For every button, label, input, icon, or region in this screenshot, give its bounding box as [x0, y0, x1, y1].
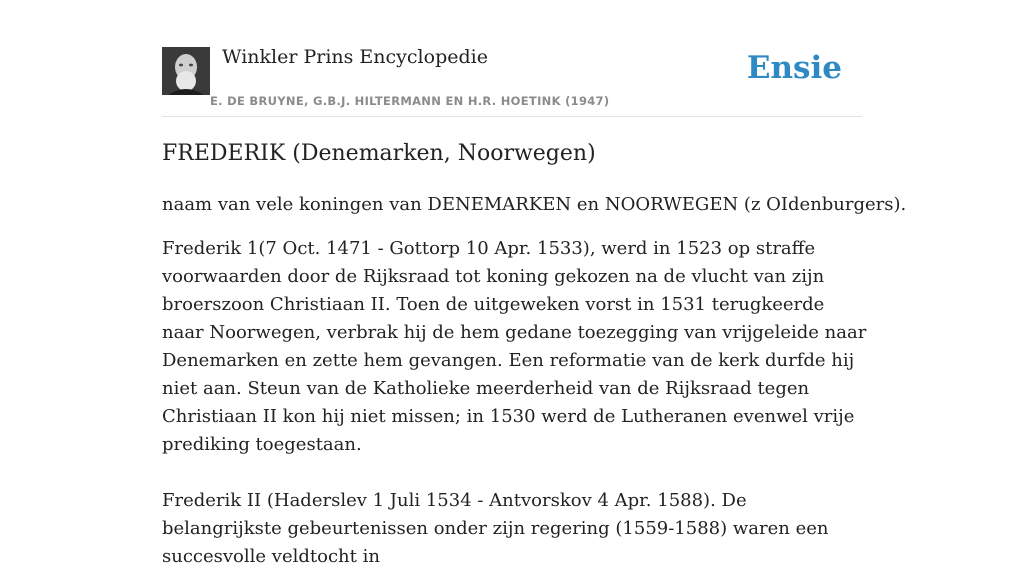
avatar: [162, 47, 210, 95]
article-intro: naam van vele koningen van DENEMARKEN en NOORWEGEN (z OIdenburgers).: [162, 194, 907, 215]
header: [162, 44, 862, 117]
author-portrait-icon: [162, 47, 210, 95]
article: [162, 138, 907, 585]
brand-logo-link[interactable]: Ensie: [746, 50, 842, 86]
site-title[interactable]: Winkler Prins Encyclopedie: [222, 46, 488, 68]
authors-line: E. DE BRUYNE, G.B.J. HILTERMANN EN H.R. HOETINK (1947): [210, 94, 610, 108]
article-paragraph: Frederik II (Haderslev 1 Juli 1534 - Antvorskov 4 Apr. 1588). De belangrijkste gebeurtenissen onder zijn regering (1559-1588) waren een succesvolle veldtocht in: [162, 490, 829, 567]
article-title: FREDERIK (Denemarken, Noorwegen): [162, 141, 596, 166]
article-paragraph: Frederik 1(7 Oct. 1471 - Gottorp 10 Apr. 1533), werd in 1523 op straffe voorwaarden door de Rijksraad tot koning gekozen na de vlucht van zijn broerszoon Christiaan II. Toen de uitgeweken vorst in 1531 terugkeerde naar Noorwegen, verbrak hij de hem gedane toezegging van vrijgeleide naar Denemarken en zette hem gevangen. Een reformatie van de kerk durfde hij niet aan. Steun van de Katholieke meerderheid van de Rijksraad tegen Christiaan II kon hij niet missen; in 1530 werd de Lutheranen evenwel vrije prediking toegestaan.: [162, 238, 867, 455]
